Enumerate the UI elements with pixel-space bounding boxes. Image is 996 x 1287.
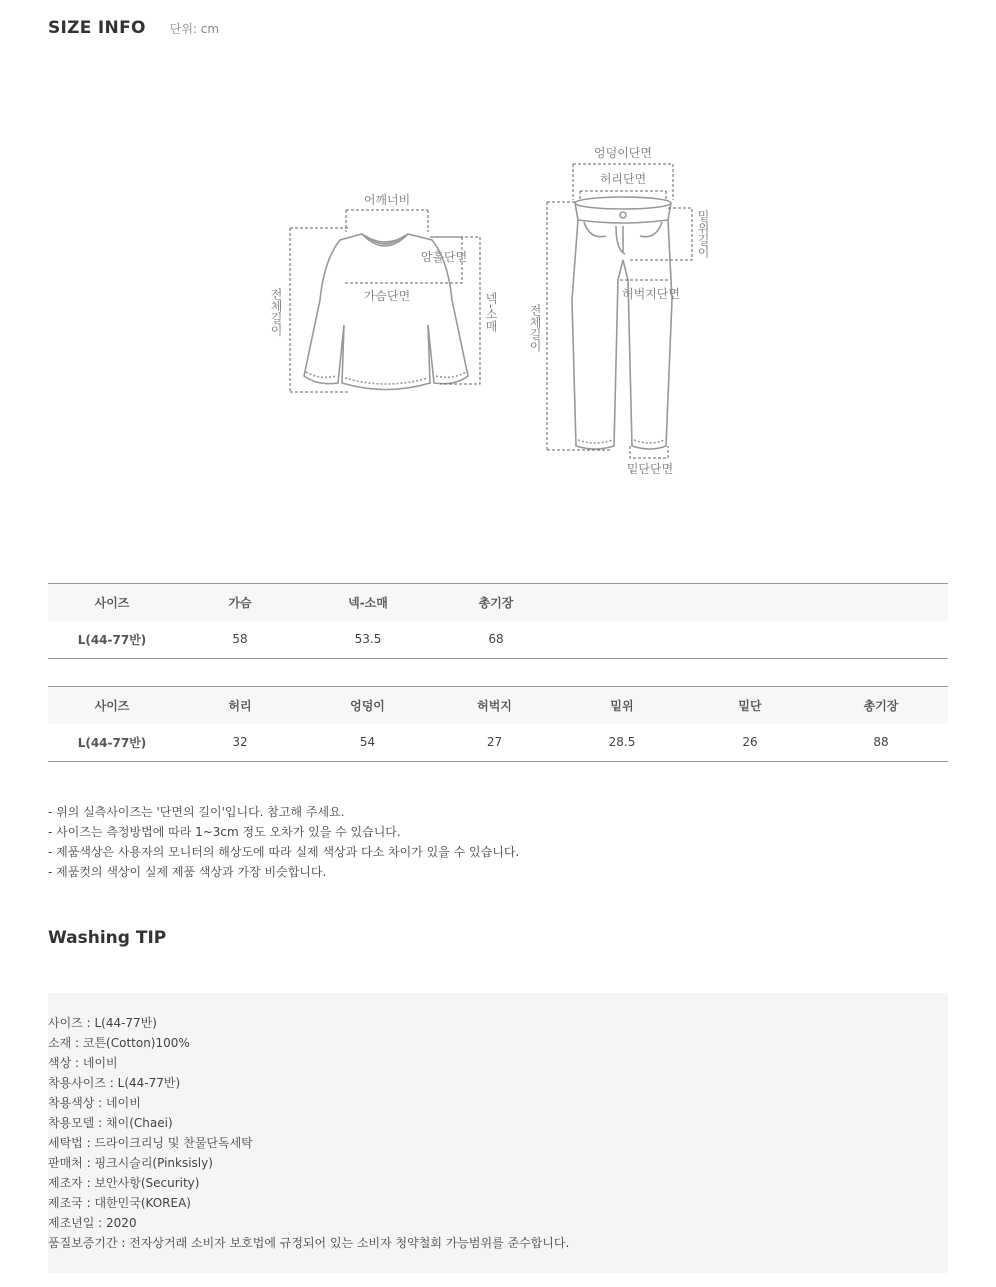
table-header-cell: 총기장 [814,687,948,724]
page-title: SIZE INFO [48,18,146,38]
table-header-cell: 사이즈 [48,584,176,621]
label-pants-total-length: 전체길이 [528,304,542,352]
table-header-cell: 사이즈 [48,687,176,724]
table-header-cell: 허리 [176,687,304,724]
info-row: 소재 : 코튼(Cotton)100% [48,1036,190,1050]
size-notes [48,802,519,882]
label-shoulder: 어깨너비 [363,193,411,207]
unit-label: 단위: cm [169,22,220,36]
table-row [48,621,948,659]
label-neck-sleeve: 넥-소매 [484,291,498,333]
table-header-cell: 총기장 [432,584,560,621]
info-row: 사이즈 : L(44-77반) [48,1016,157,1030]
table-cell: 68 [432,621,560,659]
info-row: 제조년일 : 2020 [48,1216,137,1230]
info-row: 제조국 : 대한민국(KOREA) [48,1196,191,1210]
label-rise: 밑위길이 [696,210,710,258]
table-header-cell: 넥-소매 [304,584,432,621]
table-cell: L(44-77반) [48,724,176,762]
table-header-row [48,584,948,621]
table-header-cell: 가슴 [176,584,304,621]
pants-size-table [48,686,948,762]
info-row: 착용모델 : 채이(Chaei) [48,1116,173,1130]
note-line: - 위의 실측사이즈는 '단면의 길이'입니다. 참고해 주세요. [48,805,345,819]
washing-title: Washing TIP [48,928,167,948]
note-line: - 사이즈는 측정방법에 따라 1~3cm 정도 오차가 있을 수 있습니다. [48,825,401,839]
product-info-box [48,993,948,1273]
info-row: 세탁법 : 드라이크리닝 및 찬물단독세탁 [48,1136,253,1150]
table-cell [560,621,948,659]
table-cell: 53.5 [304,621,432,659]
table-row [48,724,948,762]
label-thigh: 허벅지단면 [622,287,680,301]
info-row: 판매처 : 핑크시슬리(Pinksisly) [48,1156,213,1170]
label-armhole: 암홀단면 [420,250,468,264]
table-header-cell: 허벅지 [431,687,558,724]
table-cell: 32 [176,724,304,762]
info-row: 품질보증기간 : 전자상거래 소비자 보호법에 규정되어 있는 소비자 청약철회 가능범위를 준수합니다. [48,1236,570,1250]
note-line: - 제품색상은 사용자의 모니터의 해상도에 따라 실제 색상과 다소 차이가 있을 수 있습니다. [48,845,520,859]
size-illustration [0,140,996,480]
table-cell: L(44-77반) [48,621,176,659]
info-row: 착용사이즈 : L(44-77반) [48,1076,181,1090]
table-header-cell: 밑단 [686,687,814,724]
info-row: 제조자 : 보안사항(Security) [48,1176,200,1190]
table-cell: 27 [431,724,558,762]
label-chest: 가슴단면 [363,289,411,303]
info-row: 색상 : 네이비 [48,1056,118,1070]
table-cell: 28.5 [558,724,686,762]
label-waist: 허리단면 [599,172,647,186]
table-header-cell: 밑위 [558,687,686,724]
pants-measure-lines [547,164,692,458]
pants-illustration [572,197,672,449]
table-header-cell [560,584,948,621]
label-hip: 엉덩이단면 [594,146,652,160]
note-line: - 제품컷의 색상이 실제 제품 색상과 가장 비슷합니다. [48,865,327,879]
label-hem: 밑단단면 [626,462,674,476]
top-size-table [48,583,948,659]
table-header-row [48,687,948,724]
table-cell: 26 [686,724,814,762]
table-cell: 54 [304,724,431,762]
table-header-cell: 엉덩이 [304,687,431,724]
table-cell: 88 [814,724,948,762]
label-top-total-length: 전체길이 [269,288,283,336]
info-row: 착용색상 : 네이비 [48,1096,141,1110]
title-row [48,18,219,38]
table-cell: 58 [176,621,304,659]
